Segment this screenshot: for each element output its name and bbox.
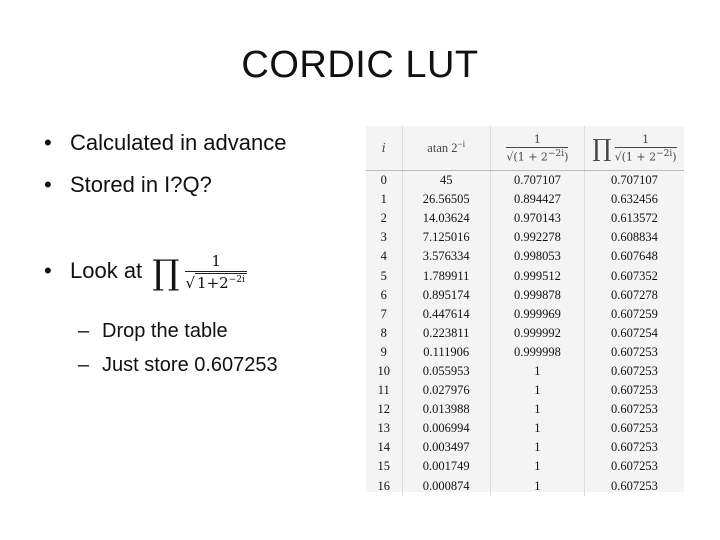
cell-atan: 0.000874 <box>402 477 490 496</box>
cell-atan: 0.111906 <box>402 343 490 362</box>
bullet-marker: • <box>44 130 52 155</box>
product-fraction <box>185 252 246 292</box>
cell-i: 4 <box>380 249 387 264</box>
cell-atan: 3.576334 <box>402 247 490 266</box>
cell-i: 12 <box>377 402 391 417</box>
cordic-lut-table <box>366 126 684 492</box>
bullet-text: Look at <box>70 257 143 283</box>
subbullet-text: Drop the table <box>102 320 228 342</box>
header-scale-factor: $\frac{1}{√(1 + 2^{-2i})}$ <box>490 126 584 171</box>
cell-cumulative-product: 0.607278 <box>584 286 684 305</box>
cell-cumulative-product: 0.607253 <box>584 477 684 496</box>
fraction-numerator: 1 <box>185 252 246 272</box>
bullet-item <box>44 252 247 293</box>
fraction-denominator: √ $1+2^{-2i}$ <box>185 274 245 292</box>
subbullet-item <box>78 354 278 377</box>
cell-atan: 0.223811 <box>402 324 490 343</box>
bullet-marker: • <box>44 172 52 197</box>
cell-cumulative-product: 0.707107 <box>584 171 684 191</box>
header-cumulative-product: ∏ $\frac{1}{√(1 + 2^{-2i})}$ <box>584 126 684 171</box>
cell-atan: 0.003497 <box>402 438 490 457</box>
cell-scale-factor: 0.999992 <box>490 324 584 343</box>
cell-i: 10 <box>377 363 391 378</box>
table-row <box>366 400 684 419</box>
cell-atan: 45 <box>402 171 490 191</box>
table-row <box>366 286 684 305</box>
cell-atan: 26.56505 <box>402 190 490 209</box>
cell-scale-factor: 0.894427 <box>490 190 584 209</box>
cell-atan: 1.789911 <box>402 266 490 285</box>
table-row <box>366 171 684 191</box>
cell-cumulative-product: 0.607254 <box>584 324 684 343</box>
slide-title: CORDIC LUT <box>241 44 479 86</box>
cell-i: 1 <box>380 192 387 207</box>
table-row <box>366 438 684 457</box>
table-row <box>366 266 684 285</box>
cell-scale-factor: 1 <box>490 400 584 419</box>
cell-scale-factor: 0.999998 <box>490 343 584 362</box>
cell-i: 14 <box>377 440 391 455</box>
cell-i: 7 <box>380 306 387 321</box>
cell-scale-factor: 0.970143 <box>490 209 584 228</box>
cell-cumulative-product: 0.607648 <box>584 247 684 266</box>
bullet-item <box>44 130 286 156</box>
cell-i: 5 <box>380 268 387 283</box>
cell-i: 9 <box>380 344 387 359</box>
cell-scale-factor: 1 <box>490 381 584 400</box>
cell-cumulative-product: 0.613572 <box>584 209 684 228</box>
table-row <box>366 228 684 247</box>
cell-cumulative-product: 0.607253 <box>584 400 684 419</box>
cell-i: 13 <box>377 421 391 436</box>
bullet-marker: • <box>44 257 52 283</box>
cell-atan: 0.055953 <box>402 362 490 381</box>
cell-i: 15 <box>377 459 391 474</box>
table-row <box>366 209 684 228</box>
cell-scale-factor: 1 <box>490 438 584 457</box>
subbullet-marker: – <box>78 320 90 342</box>
cell-atan: 0.447614 <box>402 305 490 324</box>
table-row <box>366 343 684 362</box>
cell-atan: 14.03624 <box>402 209 490 228</box>
cell-scale-factor: 0.998053 <box>490 247 584 266</box>
cell-i: 2 <box>380 211 387 226</box>
cell-scale-factor: 0.999969 <box>490 305 584 324</box>
header-atan: atan $2^{-i}$ <box>402 126 490 171</box>
table-row <box>366 190 684 209</box>
cell-scale-factor: 0.999878 <box>490 286 584 305</box>
cell-cumulative-product: 0.607253 <box>584 419 684 438</box>
cell-i: 6 <box>380 287 387 302</box>
table-header-row <box>366 126 684 171</box>
cell-scale-factor: 1 <box>490 362 584 381</box>
cell-atan: 0.001749 <box>402 457 490 476</box>
cell-cumulative-product: 0.607259 <box>584 305 684 324</box>
cell-i: 0 <box>380 173 387 188</box>
table-row <box>366 477 684 496</box>
product-symbol: ∏ <box>152 252 180 293</box>
cell-atan: 0.027976 <box>402 381 490 400</box>
cell-cumulative-product: 0.608834 <box>584 228 684 247</box>
cell-cumulative-product: 0.607253 <box>584 381 684 400</box>
cell-scale-factor: 0.999512 <box>490 266 584 285</box>
subbullet-marker: – <box>78 354 90 376</box>
bullet-text: Stored in I?Q? <box>70 172 212 197</box>
cell-i: 8 <box>380 325 387 340</box>
table-row <box>366 381 684 400</box>
header-i: i <box>366 126 402 171</box>
cell-scale-factor: 1 <box>490 477 584 496</box>
bullet-text: Calculated in advance <box>70 130 287 155</box>
table-row <box>366 305 684 324</box>
cell-atan: 0.013988 <box>402 400 490 419</box>
cell-cumulative-product: 0.607253 <box>584 343 684 362</box>
table-row <box>366 362 684 381</box>
cell-cumulative-product: 0.607253 <box>584 457 684 476</box>
cell-i: 11 <box>377 383 390 398</box>
cell-atan: 0.895174 <box>402 286 490 305</box>
cell-scale-factor: 0.992278 <box>490 228 584 247</box>
radicand: 1+2 <box>197 274 229 292</box>
cell-cumulative-product: 0.607253 <box>584 362 684 381</box>
cell-cumulative-product: 0.607253 <box>584 438 684 457</box>
cell-i: 3 <box>380 230 387 245</box>
bullet-item <box>44 172 212 198</box>
cell-atan: 7.125016 <box>402 228 490 247</box>
table-row <box>366 419 684 438</box>
cell-atan: 0.006994 <box>402 419 490 438</box>
subbullet-item <box>78 320 228 343</box>
table-row <box>366 457 684 476</box>
cell-scale-factor: 1 <box>490 419 584 438</box>
cell-scale-factor: 0.707107 <box>490 171 584 191</box>
table-row <box>366 247 684 266</box>
cell-cumulative-product: 0.632456 <box>584 190 684 209</box>
cell-scale-factor: 1 <box>490 457 584 476</box>
subbullet-text: Just store 0.607253 <box>102 354 278 376</box>
cell-cumulative-product: 0.607352 <box>584 266 684 285</box>
cell-i: 16 <box>377 478 391 493</box>
table-row <box>366 324 684 343</box>
exponent: −2i <box>228 275 245 285</box>
